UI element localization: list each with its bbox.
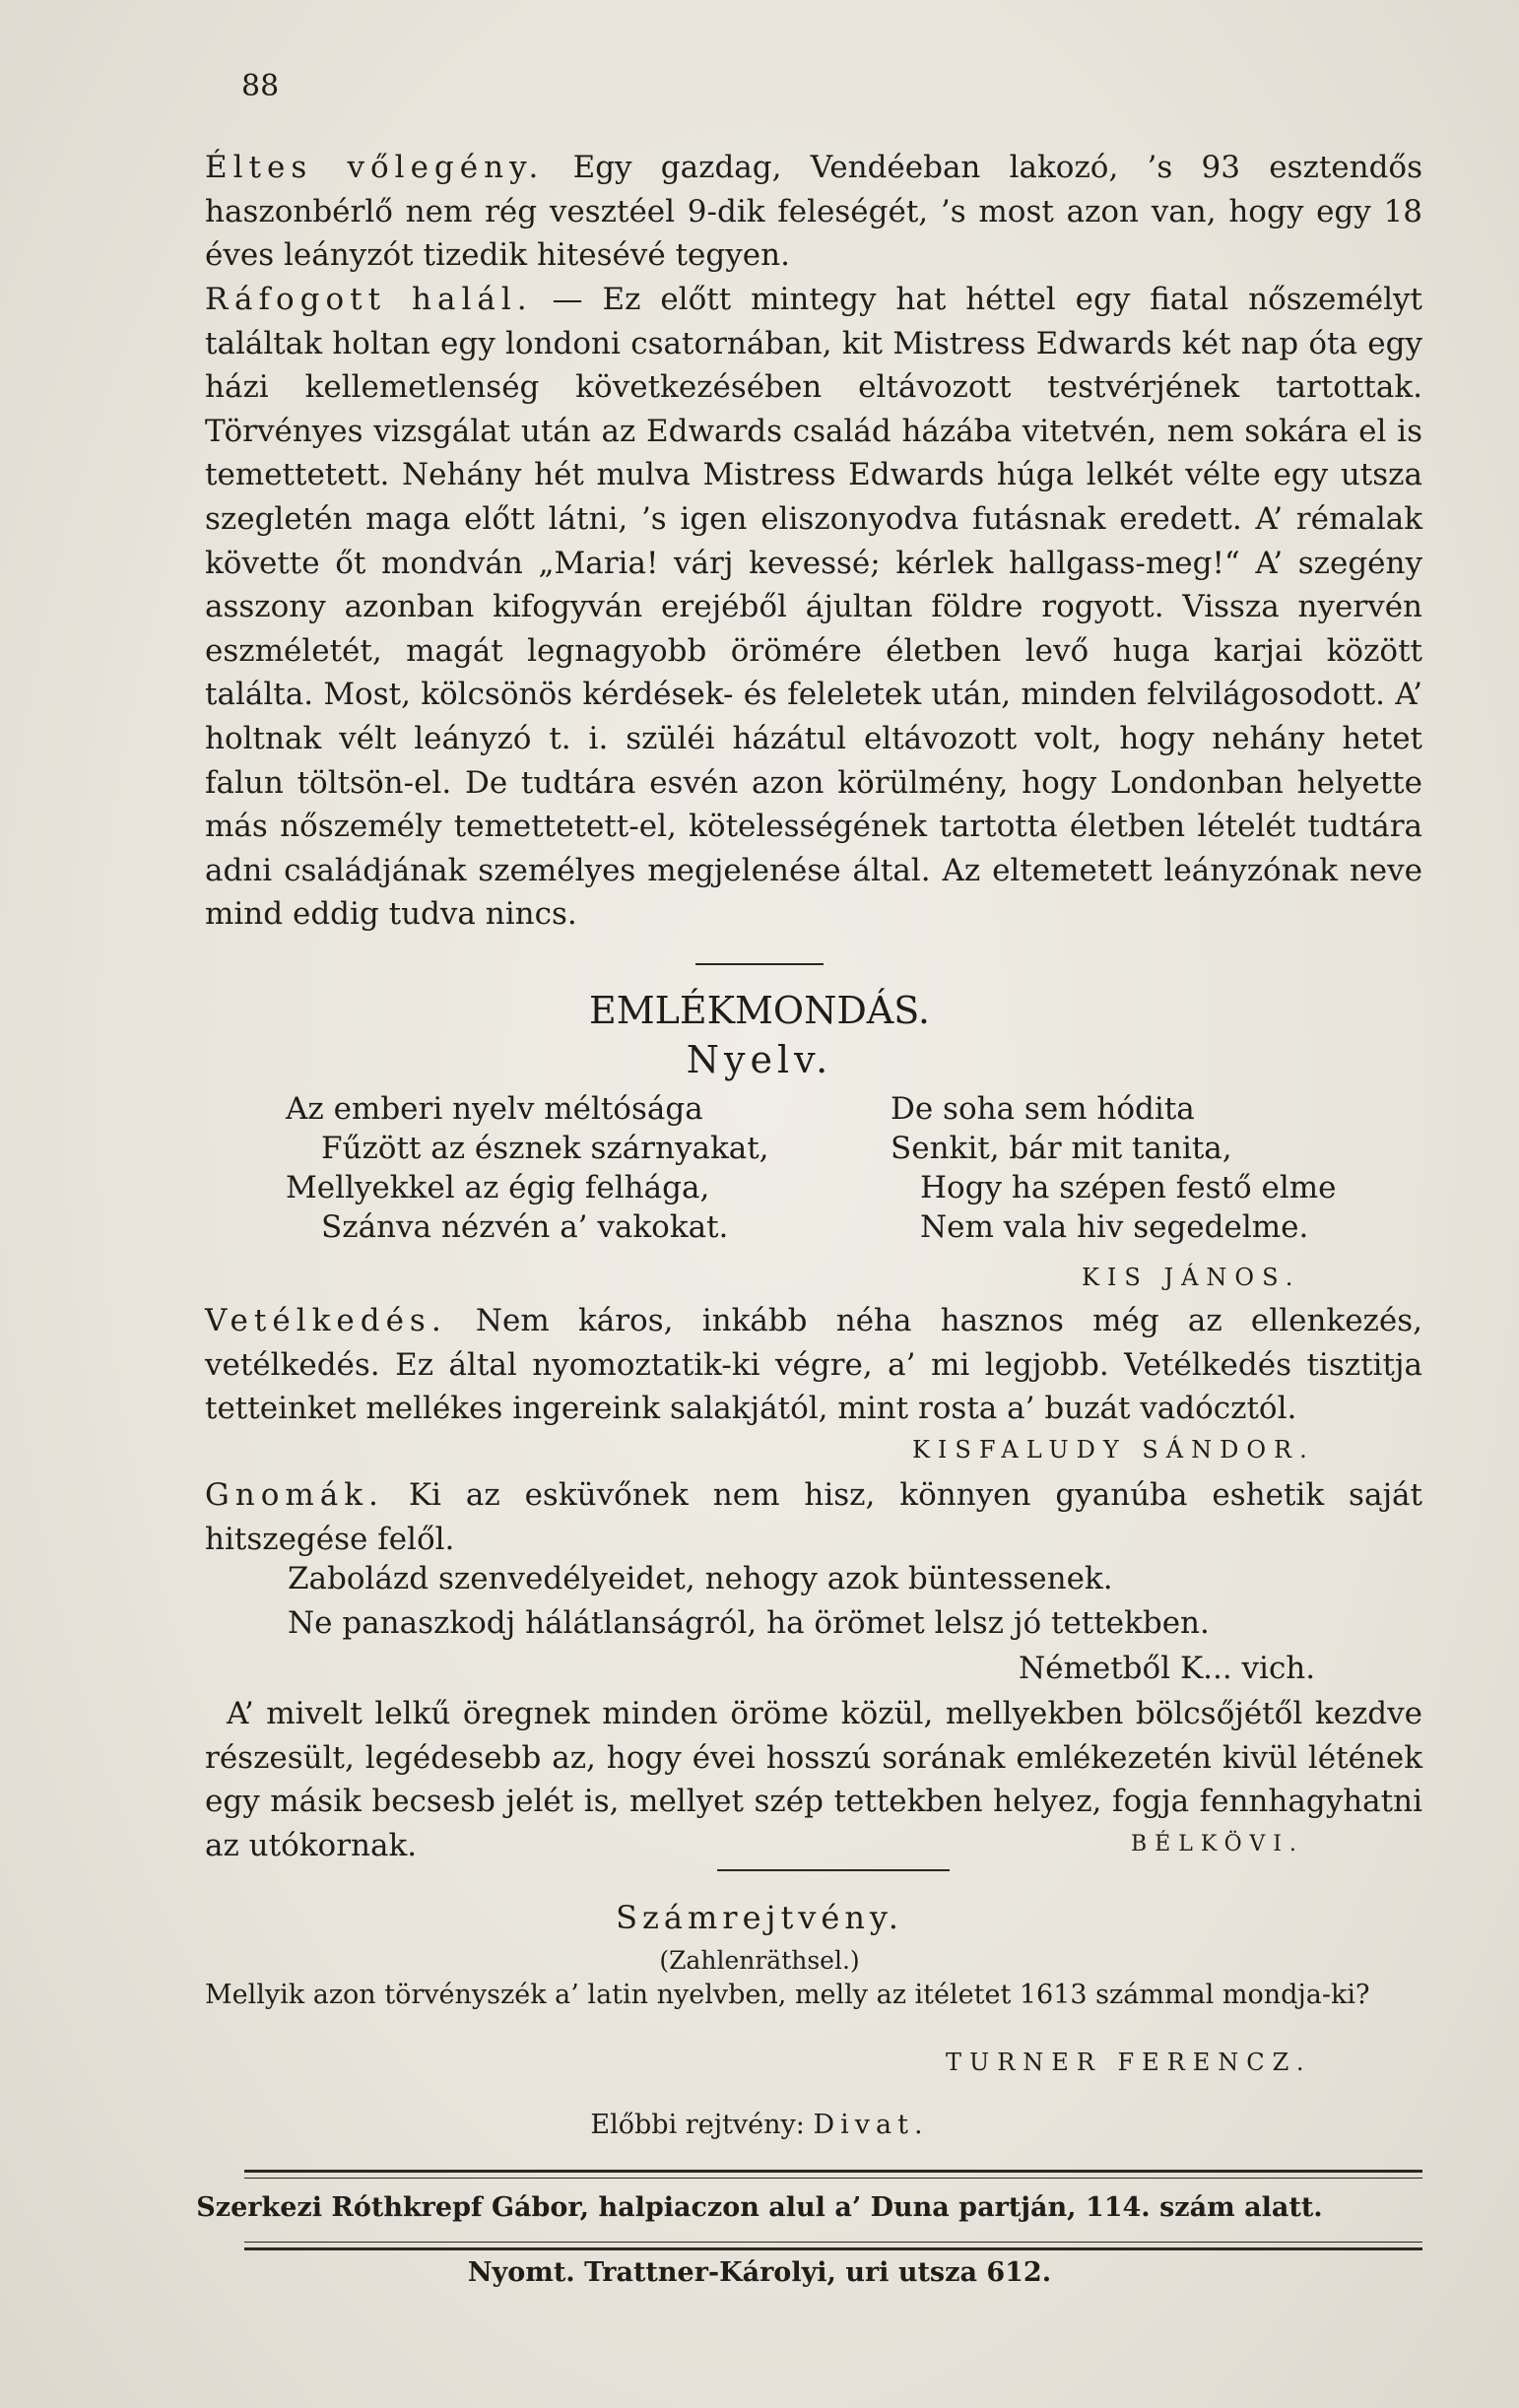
- poem-heading: EMLÉKMONDÁS.: [589, 989, 930, 1032]
- page-number: 88: [241, 69, 280, 103]
- poem-line: De soha sem hódita: [891, 1091, 1195, 1127]
- vetelkedes-text: Nem káros, inkább néha hasznos még az ellenkezés, vetélkedés. Ez által nyomoztatik-ki végre, a’ mi legjobb. Vetélkedés tisztitja tetteinket mellékes ingereink salakjától, mint rosta a’ buzát vadócztól.: [205, 1303, 1422, 1427]
- news-paragraph: [205, 278, 1422, 937]
- footer-rule-bottom: [244, 2247, 1422, 2250]
- footer-editor: Szerkezi Róthkrepf Gábor, halpiaczon alul a’ Duna partján, 114. szám alatt.: [196, 2192, 1323, 2223]
- footer-rule-bottom-thin: [244, 2242, 1422, 2243]
- news-paragraph: [205, 146, 1422, 278]
- poem-title: Nyelv.: [686, 1038, 833, 1081]
- news-text: Egy gazdag, Vendéeban lakozó, ’s 93 esztendős haszonbérlő nem rég vesztéel 9-dik feleségét, ’s most azon van, hogy egy 18 éves leányzót tizedik hitesévé tegyen.: [205, 150, 1422, 274]
- riddle-author: TURNER FERENCZ.: [946, 2049, 1312, 2076]
- gnomak-section: [205, 1473, 1422, 1561]
- riddle-title: Számrejtvény.: [616, 1899, 903, 1936]
- mivelt-text: A’ mivelt lelkű öregnek minden öröme közül, mellyekben bölcsőjétől kezdve részesült, legédesebb az, hogy évei hosszú sorának emlékezetén kivül létének egy másik becsesb jelét is, mellyet szép tettekben helyez, fogja fennhagyhatni az utókornak.: [205, 1696, 1422, 1863]
- gnome-line: Zabolázd szenvedélyeidet, nehogy azok büntessenek.: [288, 1561, 1113, 1596]
- news-title: Éltes vőlegény.: [205, 150, 545, 185]
- riddle-subtitle: (Zahlenräthsel.): [659, 1946, 860, 1975]
- news-text: — Ez előtt mintegy hat héttel egy fiatal nőszemélyt találtak holtan egy londoni csatornában, kit Mistress Edwards két nap óta egy házi kellemetlenség következésében eltávozott testvérjének tartottak. Törvényes vizsgálat után az Edwards család házába vitetvén, nem sokára el is temettetett. Nehány hét mulva Mistress Edwards húga lelkét vélte egy utsza szegletén maga előtt látni, ’s igen eliszonyodva futásnak eredett. A’ rémalak követte őt mondván „Maria! várj kevessé; kérlek hallgass-meg!“ A’ szegény asszony azonban kifogyván erejéből ájultan földre rogyott. Vissza nyervén eszméletét, magát legnagyobb örömére életben levő huga karjai között találta. Most, kölcsönös kérdések- és feleletek után, minden felvilágosodott. A’ holtnak vélt leányzó t. i. szüléi házátul eltávozott volt, hogy nehány hetet falun töltsön-el. De tudtára esvén azon körülmény, hogy Londonban helyette más nőszemély temettetett-el, kötelességének tartotta életben lételét tudtára adni családjának személyes megjelenése által. Az eltemetett leányzónak neve mind eddig tudva nincs.: [205, 282, 1423, 933]
- poem-author: KIS JÁNOS.: [1082, 1264, 1301, 1291]
- poem-line: Nem vala hiv segedelme.: [920, 1209, 1309, 1245]
- poem-line: Fűzött az észnek szárnyakat,: [321, 1131, 769, 1166]
- footer-rule-top-thin: [244, 2178, 1422, 2179]
- previous-riddle-label: Előbbi rejtvény:: [590, 2110, 805, 2140]
- vetelkedes-author: KISFALUDY SÁNDOR.: [912, 1436, 1315, 1464]
- poem-line: Hogy ha szépen festő elme: [920, 1170, 1337, 1205]
- riddle-text: Mellyik azon törvényszék a’ latin nyelvben, melly az itéletet 1613 számmal mondja-ki?: [205, 1980, 1370, 2010]
- gnomak-title: Gnomák.: [205, 1477, 384, 1513]
- news-item-eltes: [205, 146, 1422, 278]
- riddle-section: [205, 1978, 1422, 2013]
- gnomak-text: Ki az esküvőnek nem hisz, könnyen gyanúba eshetik saját hitszegése felől.: [205, 1477, 1422, 1557]
- mivelt-author: BÉLKÖVI.: [1131, 1832, 1304, 1856]
- previous-riddle-answer: Divat.: [813, 2110, 929, 2140]
- news-item-rafogott: [205, 278, 1422, 937]
- footer-printer: Nyomt. Trattner-Károlyi, uri utsza 612.: [467, 2257, 1052, 2288]
- news-title: Ráfogott halál.: [205, 282, 533, 317]
- previous-riddle: [0, 2110, 1519, 2140]
- gnomak-paragraph: [205, 1473, 1422, 1561]
- poem-line: Senkit, bár mit tanita,: [891, 1131, 1232, 1166]
- poem-line: Szánva nézvén a’ vakokat.: [321, 1209, 729, 1245]
- vetelkedes-title: Vetélkedés.: [205, 1303, 447, 1338]
- gnome-line: Ne panaszkodj hálátlanságról, ha örömet lelsz jó tettekben.: [288, 1605, 1210, 1641]
- footer-rule-top: [244, 2170, 1422, 2173]
- gnomak-source: Németből K... vich.: [1019, 1651, 1316, 1686]
- divider: [695, 963, 824, 965]
- vetelkedes-paragraph: [205, 1299, 1422, 1431]
- vetelkedes-section: [205, 1299, 1422, 1431]
- poem-line: Mellyekkel az égig felhága,: [286, 1170, 710, 1205]
- divider: [717, 1869, 950, 1871]
- poem-line: Az emberi nyelv méltósága: [286, 1091, 703, 1127]
